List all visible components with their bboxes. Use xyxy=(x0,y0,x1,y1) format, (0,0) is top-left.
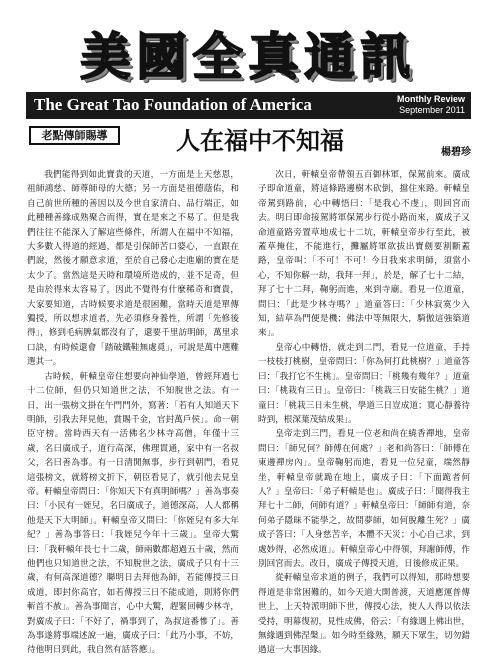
masthead-title: 美國全真通訊 xyxy=(80,28,417,86)
column-label: 老點傳師賜導 xyxy=(29,126,120,145)
masthead-banner xyxy=(26,92,471,119)
article-paragraph: 次日，軒轅皇帝帶領五百御林軍，保駕前來。廣成子即命道童，將這條路邊樹木砍倒，擋住來路。軒轅皇帝駕到路前，心中轉悟曰：「是我心不虔」，則回宮而去。明日即命接駕將軍保駕步行從小路而來，廣成子又命道童路旁置草地成七十二坑，軒轅皇帝步行至此，被蓋草掩住，不能進行，攤屬將軍欲拔出寶劍要割斷蓋路，皇帝叫：「不可！不可！今日我來求明師，須當小心，不知你解一劫，我拜一拜」，於是，解了七十二結，拜了七十二拜，鞠躬而進，來到寺廟。看見一位道童，問曰：「此是少林寺嗎？」道童答曰：「少林寂寞少入知，結草為門便是機；佛法中等無限大，騎傲這強築道來」。 xyxy=(258,170,470,339)
article-paragraph: 古時候，軒轅皇帝住想要向神仙學道，曾經拜過七十二位師，但仍只知道世之法，不知脫世之法。有一日，出一張榜文掛在午門門外，寫著：「若有人知道天下明師，引我去拜見他，賞賜千金，官封萬戶侯」。命一朝臣守榜。當時西天有一活佛名少林寺高僧，年僅十三歲，名曰廣成子，道行高深，佛理貫通，家中有一名叔父，名曰善為事。有一日清閒無事，步行到朝門，看見這張榜文，就將榜文折下，朝臣看見了，就引他去見皇帝。軒轅皇帝問曰：「你知天下有真明師嗎？」善為事奏曰：「小民有一姪兒，名曰廣成子，道德深高，人人都稱他是天下大明師」。軒轅皇帝又問曰：「你姪兒有多大年紀？」善為事答曰：「我姪兒今年十三歲」。皇帝大驚曰：「我軒轅年長七十二歲，師兩數都超過五十歲，然而他們也只知道世之法，不知脫世之法，廣成子只有十三歲，有何高深道德？聯明日去拜他為師，若能傳授三日成道，即封你高官，如若傳授三日不能成道，則將你們斬首不赦」。善為事聞言，心中大驚，趕緊回轉少林寺，對廣成子曰：「不好了，禍事到了，為叔這番慘了」。善為事遂將事端述說一遍，廣成子曰：「此乃小事，不妨，待他明日到此，我自然有話答應」。 xyxy=(27,371,239,656)
issue-info xyxy=(397,94,465,116)
article-paragraph: 我們能得到如此寶貴的天道，一方面是上天慈恩，祖師鴻慈、師尊師母的大德；另一方面是祖德蔭佑，和自己前世所種的善因以及今世自家清白、品行端正，如此種種善緣成熟聚合而得，實在是來之不易了。但是我們往往不能深入了解這些條件，所謂人在福中不知福，大多數人得道的經過，都是引保師苦口婆心，一直跟在們說，然後才願意求道，至於自己發心走進廟的實在是太少了。當然這是天時和環境所造成的，並不足奇，但是由於得來太容易了，因此不覺得有什麼稀奇和寶貴，大家要知道，古時候要求道是很困難，當時天道是單傳獨授，所以想求道者，先必須修身養性，所謂「先修後得」，修到毛病脾氣都沒有了，還要千里訪明師，萬里求口訣，有時候還會「踏破鐵鞋無處覓」，可說是萬中選難選其一。 xyxy=(27,170,239,368)
issue-date: September 2011 xyxy=(399,105,465,115)
article-author: 楊碧珍 xyxy=(441,147,471,158)
article-paragraph: 從軒轅皇帝求道的例子，我們可以得知，那時想要得道是非常困難的，如今天道大開普渡，天道應運普傳世上，上天特派明師下世，傳授心法，使人人得以依法受持，明幕復初，見性成佛，俗云：「有緣遇上佛出世，無緣遇到佛涅槃」。如今時至緣熟，願天下眾生，切勿錯過這一大事因緣。 xyxy=(258,573,470,656)
article-column-left xyxy=(27,168,239,656)
article-title: 人在福中不知福 xyxy=(176,127,344,155)
publication-type: Monthly Review xyxy=(396,94,465,104)
organization-name: The Great Tao Foundation of America xyxy=(34,95,312,114)
article-column-right xyxy=(258,168,470,656)
article-paragraph: 皇帝走到三門，看見一位老和尚在繞香禪地，皇帝問曰：「師兄何？師傅在何處？」老和尚答曰：「師傅在東邊禪房內」。皇帝鞠躬而進，看見一位兒童，端然靜坐，軒轅皇帝就跪在地上，廣成子曰：「下面跪者何人？」皇帝曰：「弟子軒轅是也」。廣成子曰：「聞得我主拜七十二師，何師有道？」軒轅皇帝曰：「師師有道，奈何弟子隱昧不能學之，故問夢師，如何脫離生死？」廣成子答曰：「人身慈苦辛，本體不天災；小心自己求，到處妙得，必然成道」。軒轅皇帝心中得領，拜謝師傅，作別回宮而去。改日，廣成子傳授天道，日後修成正果。 xyxy=(258,429,470,569)
article-paragraph: 皇帝心中轉悟，就走到二門，看見一位道童，手持一枝枝打桃樹，皇帝問曰：「你為何打此桃樹？」道童答曰：「我打它不生桃」。皇帝問曰：「桃幾有幾年？」道童曰：「桃栽有三日」。皇帝曰：「桃栽三日安能生桃？」道童曰：「桃栽三日未生桃，學道三日豈成道；寬心靜養待時到，根深葉茂結成果」。 xyxy=(258,342,470,425)
masthead xyxy=(26,22,471,92)
